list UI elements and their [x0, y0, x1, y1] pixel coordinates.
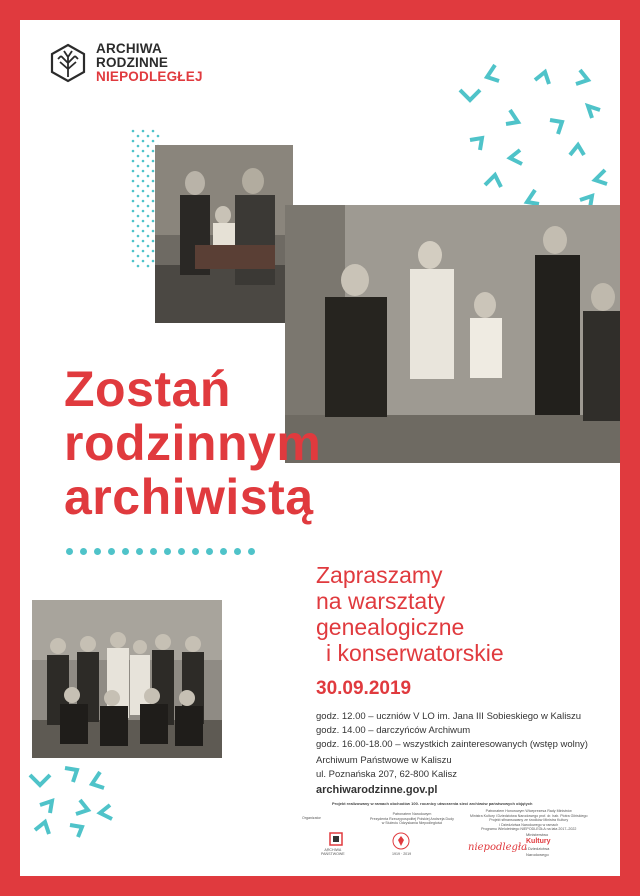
invite-line3: genealogiczne — [316, 614, 465, 640]
address-line1: Archiwum Państwowe w Kaliszu — [316, 755, 452, 766]
event-date: 30.09.2019 — [316, 678, 412, 699]
poster — [20, 20, 620, 876]
footer-note: Projekt realizowany w ramach obchodów 100. rocznicy utworzenia sieci archiwów państwowych objętych — [332, 801, 533, 806]
dot-divider — [66, 548, 255, 555]
address — [316, 754, 457, 781]
logo-text-line3: NIEPODLEGŁEJ — [96, 69, 203, 85]
archiwa-panstwowe-caption: ARCHIWA PAŃSTWOWE — [321, 848, 345, 857]
tree-icon — [48, 43, 88, 83]
invite-line1: Zapraszamy — [316, 562, 443, 588]
address-line2: ul. Poznańska 207, 62-800 Kalisz — [316, 768, 458, 780]
schedule-item: godz. 14.00 – darczyńców Archiwum — [316, 725, 471, 736]
headline-line3: archiwistą — [64, 469, 314, 525]
ministry-logo: Ministerstwo Kultury i Dziedzictwa Narodowego — [526, 832, 551, 857]
schedule-item: godz. 16.00-18.00 – wszystkich zainteresowanych (wstęp wolny) — [316, 739, 588, 750]
organizer-label: Organizator — [302, 816, 321, 820]
logo-text-line1: ARCHIWA — [96, 41, 162, 56]
niepodlegla-signature: niepodległa — [468, 842, 528, 853]
schedule — [316, 710, 588, 752]
website-link[interactable]: archiwarodzinne.gov.pl — [316, 784, 438, 796]
arrow-pattern-bottom — [20, 760, 130, 840]
logo-text-line2: RODZINNE — [96, 55, 169, 71]
headline-line2: rodzinnym — [64, 415, 322, 471]
photo-family-2 — [285, 205, 620, 463]
patron-text: Patronatem Narodowym Prezydenta Rzeczypospolitej Polskiej Andrzeja Dudy w Stuleciu Odzyskania Niepodległości — [370, 812, 454, 826]
invite-text — [316, 562, 504, 666]
eagle-caption: 1919 · 2019 — [392, 852, 412, 856]
schedule-item: godz. 12.00 – uczniów V LO im. Jana III Sobieskiego w Kaliszu — [316, 711, 582, 722]
eagle-emblem-icon — [392, 832, 410, 850]
honor-text: Patronatem Honorowym Wiceprezesa Rady Ministrów Ministra Kultury i Dziedzictwa Narodowego prof. dr. hab. Piotra Glińskiego Projekt sfinansowany ze środków Ministra Kultury i Dziedzictwa Narodowego w ramach Programu Wieloletniego NIEPODLEGŁA na lata 2017–2022 — [470, 809, 588, 832]
archiwa-logo — [48, 42, 203, 85]
photo-group — [32, 600, 222, 758]
headline — [64, 362, 321, 524]
headline-line1: Zostań — [64, 361, 231, 417]
photo-family-1 — [155, 145, 293, 323]
invite-line4: i konserwatorskie — [326, 640, 504, 666]
invite-line2: na warsztaty — [316, 588, 446, 614]
archiwa-panstwowe-logo — [329, 832, 343, 846]
